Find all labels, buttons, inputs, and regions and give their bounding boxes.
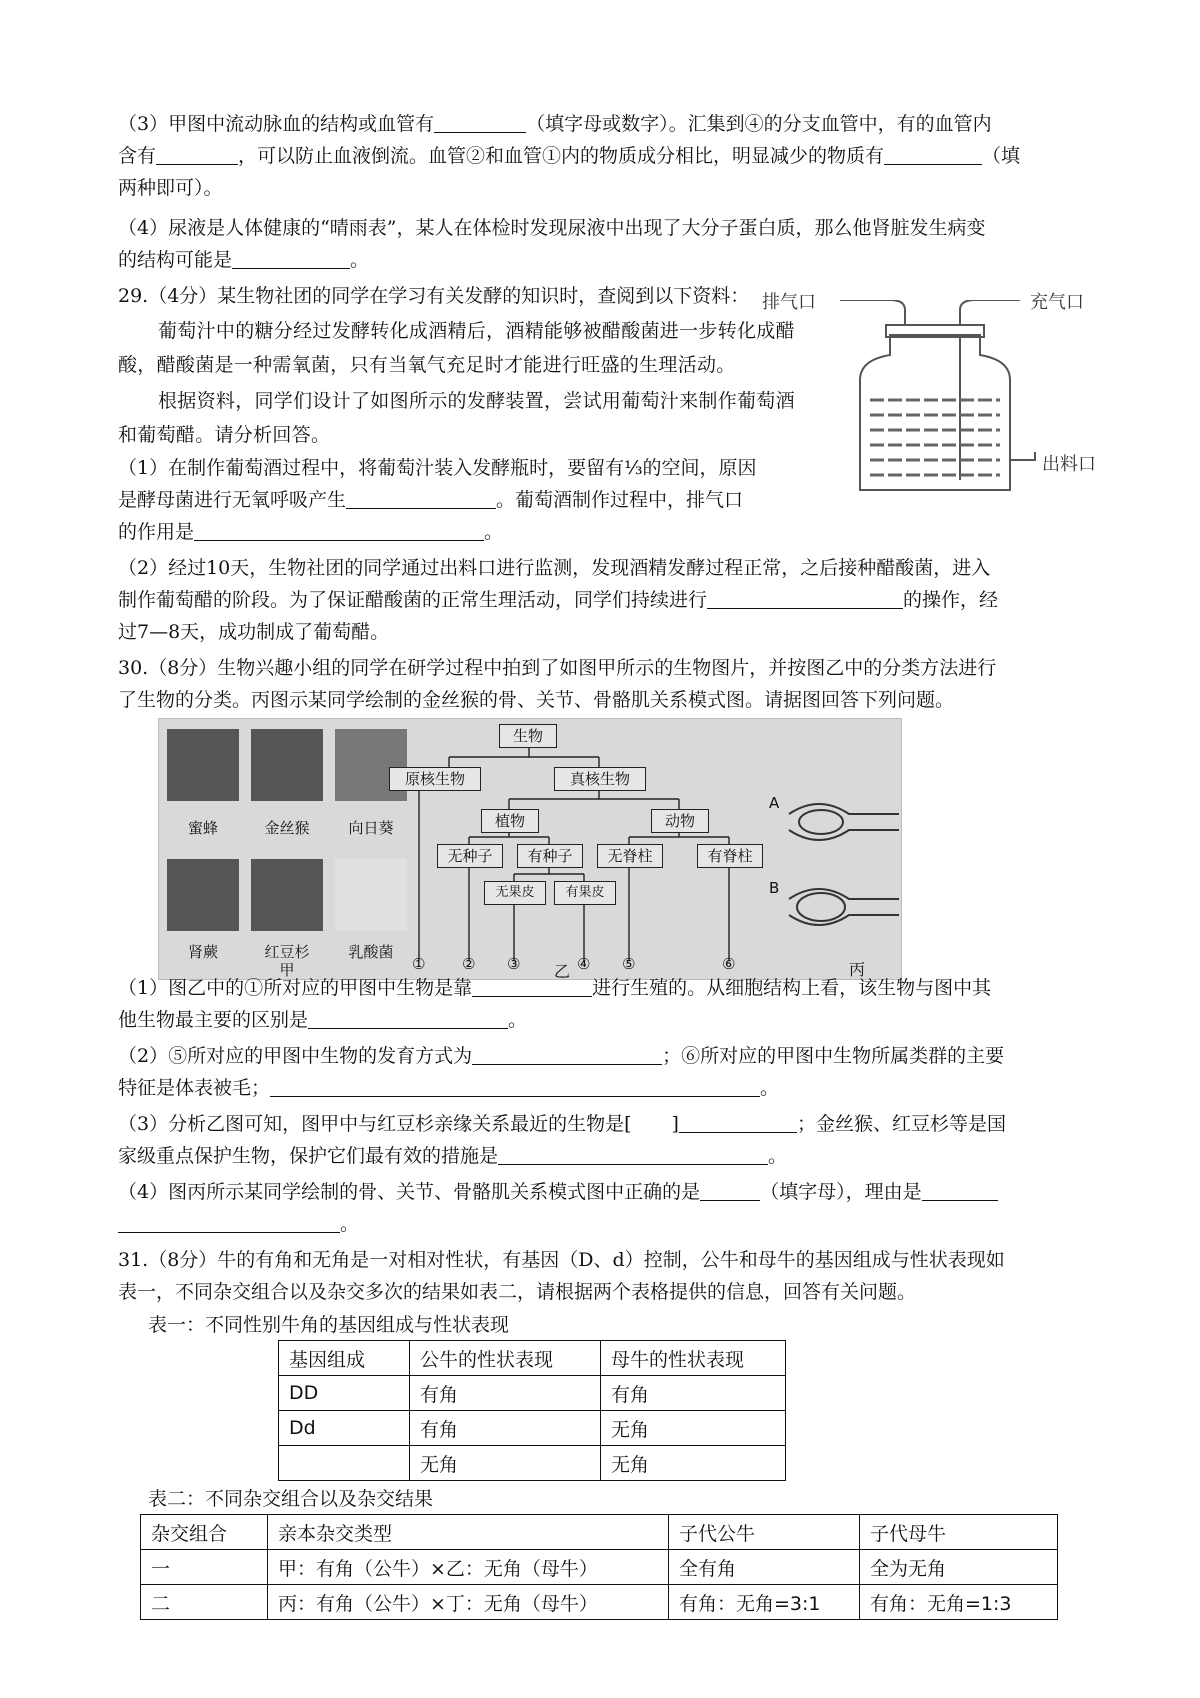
answer-blank[interactable] — [156, 142, 238, 165]
text: （2）⑤所对应的甲图中生物的发育方式为 — [118, 1045, 473, 1067]
text: （填字母或数字）。汇集到④的分支血管中，有的血管内 — [526, 113, 992, 135]
lactobacillus-photo — [335, 859, 407, 931]
answer-blank[interactable] — [194, 518, 484, 541]
q30-part1-line2 — [118, 1004, 1100, 1036]
text: 进行生殖的。从细胞结构上看，该生物与图中其 — [592, 977, 992, 999]
table-header: 公牛的性状表现 — [410, 1341, 601, 1376]
text: （填字母），理由是 — [760, 1181, 922, 1203]
q29-part2-line1 — [118, 552, 1100, 584]
text: 的作用是 — [118, 521, 195, 543]
q30-heading-line1 — [118, 652, 1100, 684]
text: 他生物最主要的区别是 — [118, 1009, 309, 1031]
monkey-photo — [251, 729, 323, 801]
outlet-label: 出料口 — [1042, 454, 1096, 475]
q30-figure — [158, 718, 902, 980]
answer-blank[interactable] — [472, 974, 592, 997]
text: 表一，不同杂交组合以及杂交多次的结果如表二，请根据两个表格提供的信息，回答有关问题。 — [118, 1281, 917, 1303]
label-bing: 丙 — [849, 960, 866, 979]
q31-heading-line1 — [118, 1244, 1100, 1276]
tree-number: ② — [462, 955, 476, 973]
tree-no-spine: 无脊柱 — [597, 844, 663, 868]
answer-blank[interactable] — [922, 1178, 998, 1201]
text: 的结构可能是 — [118, 249, 233, 271]
photo-label: 金丝猴 — [264, 819, 310, 837]
q29-passage-2: 根据资料，同学们设计了如图所示的发酵装置，尝试用葡萄汁来制作葡萄酒和葡萄醋。请分析回答。 — [118, 390, 795, 446]
answer-blank[interactable] — [434, 110, 526, 133]
fermentation-bottle-figure — [762, 292, 1120, 500]
yew-photo — [251, 859, 323, 931]
text: 制作葡萄醋的阶段。为了保证醋酸菌的正常生理活动，同学们持续进行 — [118, 589, 708, 611]
text: 是酵母菌进行无氧呼吸产生 — [118, 489, 347, 511]
table-row — [279, 1446, 786, 1481]
table-header-row — [141, 1515, 1058, 1550]
table2-caption: 表二：不同杂交组合以及杂交结果 — [148, 1488, 434, 1510]
table-row — [279, 1376, 786, 1411]
text: ，可以防止血液倒流。血管②和血管①内的物质成分相比，明显减少的物质有 — [238, 145, 885, 167]
exhaust-label: 排气口 — [762, 292, 816, 313]
tree-number: ④ — [577, 955, 591, 973]
table-cell: 全有角 — [669, 1550, 860, 1585]
answer-blank[interactable] — [346, 486, 496, 509]
table-cell: Dd — [279, 1411, 410, 1446]
text: ；⑥所对应的甲图中生物所属类群的主要 — [662, 1045, 1005, 1067]
table-cell: 有角：无角=3:1 — [669, 1585, 860, 1620]
text: （填 — [982, 145, 1021, 167]
q30-part2-line1 — [118, 1040, 1100, 1072]
answer-blank[interactable] — [884, 142, 982, 165]
text: （1）图乙中的①所对应的甲图中生物是靠 — [118, 977, 473, 999]
label-B: B — [769, 879, 780, 897]
table-header: 母牛的性状表现 — [601, 1341, 786, 1376]
q30-part4-line1 — [118, 1176, 1100, 1208]
tree-number: ③ — [507, 955, 521, 973]
table-cell: DD — [279, 1376, 410, 1411]
table-cell: 有角 — [601, 1376, 786, 1411]
photo-label: 肾蕨 — [187, 943, 218, 961]
tree-number: ⑥ — [722, 955, 736, 973]
table-header: 子代母牛 — [860, 1515, 1058, 1550]
q30-part1-line1 — [118, 972, 1100, 1004]
answer-blank[interactable] — [308, 1006, 508, 1029]
q29-passage-1: 葡萄汁中的糖分经过发酵转化成酒精后，酒精能够被醋酸菌进一步转化成醋酸，醋酸菌是一种需氧菌，只有当氧气充足时才能进行旺盛的生理活动。 — [118, 320, 795, 376]
text: （2）经过10天，生物社团的同学通过出料口进行监测，发现酒精发酵过程正常，之后接种醋酸菌，进入 — [118, 557, 991, 579]
text: 。 — [484, 521, 504, 543]
text: 家级重点保护生物，保护它们最有效的措施是 — [118, 1145, 499, 1167]
tree-prokaryote: 原核生物 — [389, 767, 481, 791]
table-cell: 无角 — [410, 1446, 601, 1481]
table-cell: 全为无角 — [860, 1550, 1058, 1585]
answer-blank[interactable] — [118, 1210, 340, 1233]
table-cell: 甲：有角（公牛）×乙：无角（母牛） — [268, 1550, 669, 1585]
q30-part2-line2 — [118, 1072, 1100, 1104]
answer-blank[interactable] — [679, 1110, 797, 1133]
q28-part3-line1 — [118, 108, 1100, 140]
q30-heading-line2 — [118, 684, 1100, 716]
q28-part4-line2 — [118, 244, 1100, 276]
table-row — [279, 1411, 786, 1446]
label-yi: 乙 — [554, 962, 571, 981]
text: （4）尿液是人体健康的“晴雨表”，某人在体检时发现尿液中出现了大分子蛋白质，那么他肾脏发生病变 — [118, 217, 986, 239]
text: 特征是体表被毛； — [118, 1077, 271, 1099]
tree-number: ⑤ — [622, 955, 636, 973]
table1-caption: 表一：不同性别牛角的基因组成与性状表现 — [148, 1314, 510, 1336]
tree-plant: 植物 — [481, 809, 539, 833]
q29-part2-line3 — [118, 616, 1100, 648]
table2 — [140, 1514, 1058, 1620]
label-jia: 甲 — [279, 961, 295, 979]
text: 过7—8天，成功制成了葡萄醋。 — [118, 621, 390, 643]
q29-part2-line2 — [118, 584, 1100, 616]
tree-no-peel: 无果皮 — [484, 881, 546, 905]
photo-label: 乳酸菌 — [348, 943, 394, 961]
answer-blank[interactable] — [232, 246, 350, 269]
table-cell[interactable] — [279, 1446, 410, 1481]
text: 30.（8分）生物兴趣小组的同学在研学过程中拍到了如图甲所示的生物图片，并按图乙中的分类方法进行 — [118, 657, 997, 679]
tree-root: 生物 — [499, 724, 557, 748]
tree-peel: 有果皮 — [554, 881, 616, 905]
text: （3）甲图中流动脉血的结构或血管有 — [118, 113, 435, 135]
q30-part4-line2 — [118, 1208, 1100, 1240]
text: 的操作，经 — [903, 589, 999, 611]
tree-spine: 有脊柱 — [697, 844, 763, 868]
table-header: 基因组成 — [279, 1341, 410, 1376]
q29-part1-line3 — [118, 516, 818, 548]
q31-heading-line2 — [118, 1276, 1100, 1308]
table-cell: 有角 — [410, 1376, 601, 1411]
table-cell: 一 — [141, 1550, 268, 1585]
table-header-row — [279, 1341, 786, 1376]
answer-blank[interactable] — [707, 586, 903, 609]
text: ；金丝猴、红豆杉等是国 — [796, 1113, 1006, 1135]
table-cell: 有角：无角=1:3 — [860, 1585, 1058, 1620]
tree-eukaryote: 真核生物 — [554, 767, 646, 791]
table1 — [278, 1340, 786, 1481]
answer-blank[interactable] — [472, 1042, 662, 1065]
table-row — [141, 1585, 1058, 1620]
table-header: 杂交组合 — [141, 1515, 268, 1550]
text: 含有 — [118, 145, 157, 167]
photo-label: 蜜蜂 — [187, 819, 218, 837]
photo-label: 红豆杉 — [264, 943, 310, 961]
q28-part4-line1 — [118, 212, 1100, 244]
text: 31.（8分）牛的有角和无角是一对相对性状，有基因（D、d）控制，公牛和母牛的基因组成与性状表现如 — [118, 1249, 1005, 1271]
q28-part3-line2 — [118, 140, 1100, 172]
table-header: 亲本杂交类型 — [268, 1515, 669, 1550]
text: 29.（4分）某生物社团的同学在学习有关发酵的知识时，查阅到以下资料： — [118, 285, 750, 307]
text: ] — [671, 1113, 679, 1135]
fern-photo — [167, 859, 239, 931]
tree-animal: 动物 — [651, 809, 709, 833]
text: 。 — [768, 1145, 788, 1167]
text: 了生物的分类。丙图示某同学绘制的金丝猴的骨、关节、骨骼肌关系模式图。请据图回答下列问题。 — [118, 689, 955, 711]
answer-blank[interactable] — [270, 1074, 760, 1097]
q28-part3-line3 — [118, 172, 1100, 204]
text: （3）分析乙图可知，图甲中与红豆杉亲缘关系最近的生物是[ — [118, 1113, 632, 1135]
text: 两种即可）。 — [118, 177, 223, 199]
bee-photo — [167, 729, 239, 801]
label-A: A — [769, 794, 780, 812]
table-cell: 二 — [141, 1585, 268, 1620]
table-cell: 丙：有角（公牛）×丁：无角（母牛） — [268, 1585, 669, 1620]
table-cell: 有角 — [410, 1411, 601, 1446]
q29-part1-line1 — [118, 452, 818, 484]
answer-blank[interactable] — [700, 1178, 760, 1201]
text: （4）图丙所示某同学绘制的骨、关节、骨骼肌关系模式图中正确的是 — [118, 1181, 701, 1203]
text: 。 — [350, 249, 370, 271]
q30-part3-line1 — [118, 1108, 1100, 1140]
text: 。 — [340, 1213, 360, 1235]
tree-number: ① — [412, 955, 426, 973]
text: 。 — [508, 1009, 528, 1031]
answer-blank[interactable] — [498, 1142, 768, 1165]
text: （1）在制作葡萄酒过程中，将葡萄汁装入发酵瓶时，要留有⅓的空间，原因 — [118, 457, 757, 479]
q29-part1-line2 — [118, 484, 818, 516]
table-cell: 无角 — [601, 1411, 786, 1446]
table-header: 子代公牛 — [669, 1515, 860, 1550]
table-cell: 无角 — [601, 1446, 786, 1481]
text: 。葡萄酒制作过程中，排气口 — [496, 489, 744, 511]
tree-no-seed: 无种子 — [437, 844, 503, 868]
photo-label: 向日葵 — [348, 819, 394, 837]
table-row — [141, 1550, 1058, 1585]
q30-part3-line2 — [118, 1140, 1100, 1172]
tree-seed: 有种子 — [517, 844, 583, 868]
text: 。 — [760, 1077, 780, 1099]
inflate-label: 充气口 — [1030, 292, 1084, 313]
